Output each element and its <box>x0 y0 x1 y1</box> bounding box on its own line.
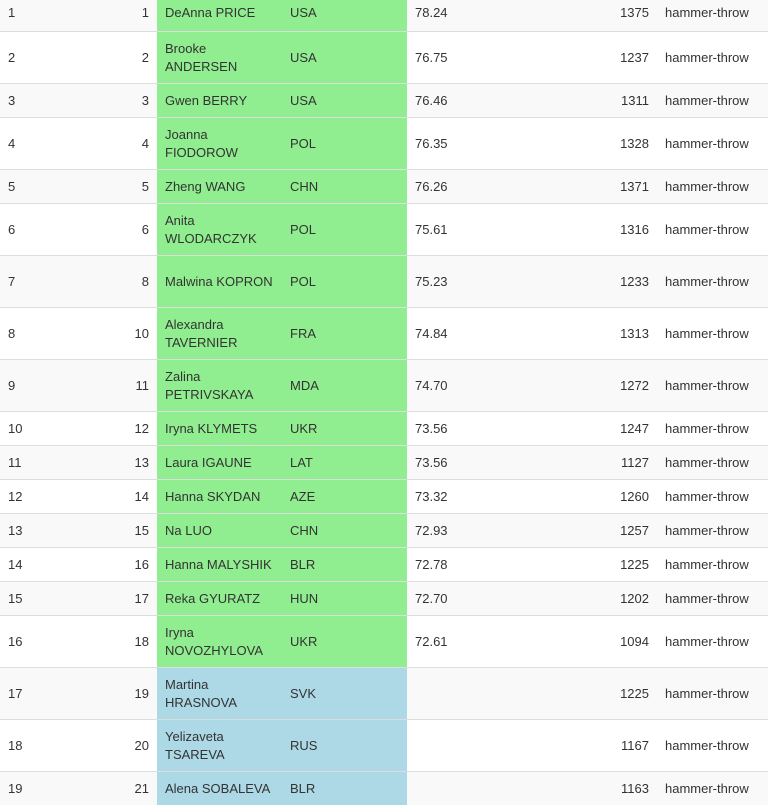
athlete-name-cell: Iryna KLYMETS <box>157 412 282 446</box>
country-cell: BLR <box>282 772 407 805</box>
place-cell: 15 <box>0 582 34 616</box>
table-row <box>0 256 768 308</box>
country-cell: POL <box>282 204 407 256</box>
points-cell: 1237 <box>532 32 657 84</box>
table-row <box>0 480 768 514</box>
points-cell: 1316 <box>532 204 657 256</box>
order-cell: 17 <box>34 582 157 616</box>
table-row <box>0 548 768 582</box>
event-cell: hammer-throw <box>657 514 768 548</box>
order-cell: 2 <box>34 32 157 84</box>
points-cell: 1094 <box>532 616 657 668</box>
order-cell: 4 <box>34 118 157 170</box>
country-cell: LAT <box>282 446 407 480</box>
mark-cell: 76.35 <box>407 118 532 170</box>
event-cell: hammer-throw <box>657 308 768 360</box>
points-cell: 1272 <box>532 360 657 412</box>
order-cell: 14 <box>34 480 157 514</box>
place-cell: 9 <box>0 360 34 412</box>
mark-cell: 72.70 <box>407 582 532 616</box>
place-cell: 3 <box>0 84 34 118</box>
points-cell: 1313 <box>532 308 657 360</box>
country-cell: HUN <box>282 582 407 616</box>
points-cell: 1375 <box>532 0 657 32</box>
table-row <box>0 84 768 118</box>
points-cell: 1163 <box>532 772 657 805</box>
event-cell: hammer-throw <box>657 480 768 514</box>
event-cell: hammer-throw <box>657 32 768 84</box>
order-cell: 21 <box>34 772 157 805</box>
country-cell: CHN <box>282 170 407 204</box>
table-row <box>0 582 768 616</box>
event-cell: hammer-throw <box>657 548 768 582</box>
points-cell: 1328 <box>532 118 657 170</box>
country-cell: CHN <box>282 514 407 548</box>
place-cell: 16 <box>0 616 34 668</box>
athlete-name-cell: Malwina KOPRON <box>157 256 282 308</box>
athlete-name-cell: Anita WLODARCZYK <box>157 204 282 256</box>
event-cell: hammer-throw <box>657 582 768 616</box>
order-cell: 12 <box>34 412 157 446</box>
place-cell: 17 <box>0 668 34 720</box>
place-cell: 4 <box>0 118 34 170</box>
table-row <box>0 204 768 256</box>
country-cell: UKR <box>282 616 407 668</box>
country-cell: FRA <box>282 308 407 360</box>
mark-cell: 75.23 <box>407 256 532 308</box>
mark-cell: 73.56 <box>407 412 532 446</box>
event-cell: hammer-throw <box>657 772 768 805</box>
table-row <box>0 170 768 204</box>
table-row <box>0 308 768 360</box>
mark-cell: 78.24 <box>407 0 532 32</box>
order-cell: 20 <box>34 720 157 772</box>
points-cell: 1233 <box>532 256 657 308</box>
points-cell: 1311 <box>532 84 657 118</box>
place-cell: 13 <box>0 514 34 548</box>
country-cell: RUS <box>282 720 407 772</box>
table-row <box>0 118 768 170</box>
athlete-name-cell: DeAnna PRICE <box>157 0 282 32</box>
place-cell: 12 <box>0 480 34 514</box>
points-cell: 1257 <box>532 514 657 548</box>
country-cell: SVK <box>282 668 407 720</box>
mark-cell <box>407 668 532 720</box>
athlete-name-cell: Gwen BERRY <box>157 84 282 118</box>
points-cell: 1202 <box>532 582 657 616</box>
table-row <box>0 616 768 668</box>
order-cell: 18 <box>34 616 157 668</box>
event-cell: hammer-throw <box>657 360 768 412</box>
event-cell: hammer-throw <box>657 170 768 204</box>
athlete-name-cell: Joanna FIODOROW <box>157 118 282 170</box>
order-cell: 13 <box>34 446 157 480</box>
country-cell: AZE <box>282 480 407 514</box>
table-row <box>0 446 768 480</box>
points-cell: 1167 <box>532 720 657 772</box>
points-cell: 1247 <box>532 412 657 446</box>
points-cell: 1225 <box>532 548 657 582</box>
athlete-name-cell: Reka GYURATZ <box>157 582 282 616</box>
athlete-name-cell: Na LUO <box>157 514 282 548</box>
event-cell: hammer-throw <box>657 0 768 32</box>
athlete-name-cell: Zalina PETRIVSKAYA <box>157 360 282 412</box>
athlete-name-cell: Hanna MALYSHIK <box>157 548 282 582</box>
event-cell: hammer-throw <box>657 720 768 772</box>
points-cell: 1127 <box>532 446 657 480</box>
order-cell: 1 <box>34 0 157 32</box>
country-cell: POL <box>282 118 407 170</box>
place-cell: 7 <box>0 256 34 308</box>
place-cell: 10 <box>0 412 34 446</box>
place-cell: 2 <box>0 32 34 84</box>
mark-cell: 75.61 <box>407 204 532 256</box>
order-cell: 10 <box>34 308 157 360</box>
mark-cell: 72.93 <box>407 514 532 548</box>
table-row <box>0 720 768 772</box>
athlete-name-cell: Brooke ANDERSEN <box>157 32 282 84</box>
athlete-name-cell: Martina HRASNOVA <box>157 668 282 720</box>
athlete-name-cell: Laura IGAUNE <box>157 446 282 480</box>
event-cell: hammer-throw <box>657 616 768 668</box>
points-cell: 1225 <box>532 668 657 720</box>
mark-cell: 74.84 <box>407 308 532 360</box>
order-cell: 6 <box>34 204 157 256</box>
order-cell: 3 <box>34 84 157 118</box>
place-cell: 11 <box>0 446 34 480</box>
points-cell: 1371 <box>532 170 657 204</box>
table-row <box>0 0 768 32</box>
mark-cell <box>407 720 532 772</box>
mark-cell: 73.56 <box>407 446 532 480</box>
country-cell: BLR <box>282 548 407 582</box>
mark-cell: 76.75 <box>407 32 532 84</box>
place-cell: 1 <box>0 0 34 32</box>
country-cell: USA <box>282 0 407 32</box>
order-cell: 19 <box>34 668 157 720</box>
mark-cell: 76.46 <box>407 84 532 118</box>
place-cell: 8 <box>0 308 34 360</box>
athlete-name-cell: Zheng WANG <box>157 170 282 204</box>
event-cell: hammer-throw <box>657 84 768 118</box>
table-row <box>0 412 768 446</box>
athlete-name-cell: Alexandra TAVERNIER <box>157 308 282 360</box>
event-cell: hammer-throw <box>657 412 768 446</box>
mark-cell: 72.61 <box>407 616 532 668</box>
country-cell: USA <box>282 84 407 118</box>
event-cell: hammer-throw <box>657 204 768 256</box>
order-cell: 5 <box>34 170 157 204</box>
table-row <box>0 668 768 720</box>
order-cell: 16 <box>34 548 157 582</box>
country-cell: MDA <box>282 360 407 412</box>
athlete-name-cell: Alena SOBALEVA <box>157 772 282 805</box>
country-cell: USA <box>282 32 407 84</box>
athlete-name-cell: Hanna SKYDAN <box>157 480 282 514</box>
country-cell: POL <box>282 256 407 308</box>
place-cell: 14 <box>0 548 34 582</box>
athlete-name-cell: Yelizaveta TSAREVA <box>157 720 282 772</box>
mark-cell: 76.26 <box>407 170 532 204</box>
mark-cell: 74.70 <box>407 360 532 412</box>
event-cell: hammer-throw <box>657 446 768 480</box>
points-cell: 1260 <box>532 480 657 514</box>
table-row <box>0 32 768 84</box>
place-cell: 18 <box>0 720 34 772</box>
event-cell: hammer-throw <box>657 668 768 720</box>
order-cell: 15 <box>34 514 157 548</box>
mark-cell <box>407 772 532 805</box>
place-cell: 6 <box>0 204 34 256</box>
table-row <box>0 360 768 412</box>
place-cell: 5 <box>0 170 34 204</box>
order-cell: 8 <box>34 256 157 308</box>
mark-cell: 72.78 <box>407 548 532 582</box>
event-cell: hammer-throw <box>657 256 768 308</box>
table-row <box>0 772 768 805</box>
athlete-name-cell: Iryna NOVOZHYLOVA <box>157 616 282 668</box>
mark-cell: 73.32 <box>407 480 532 514</box>
table-row <box>0 514 768 548</box>
event-cell: hammer-throw <box>657 118 768 170</box>
place-cell: 19 <box>0 772 34 805</box>
country-cell: UKR <box>282 412 407 446</box>
order-cell: 11 <box>34 360 157 412</box>
